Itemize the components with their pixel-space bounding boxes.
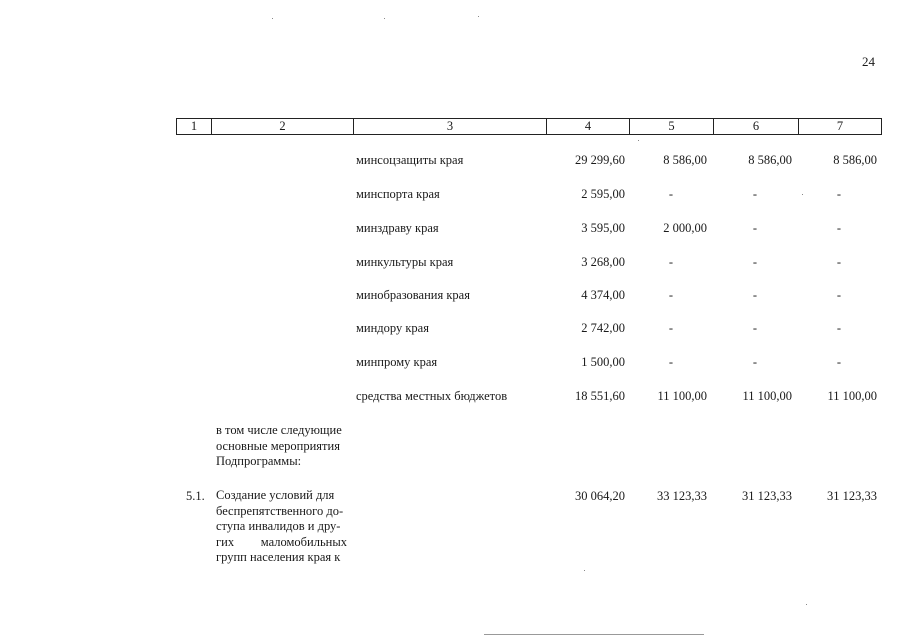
- funding-source-label: средства местных бюджетов: [356, 389, 508, 403]
- column-header-7: 7: [836, 119, 844, 133]
- funding-source-label: миндору края: [356, 321, 429, 335]
- item-description-line: ступа инвалидов и дру-: [216, 519, 341, 533]
- value-col6: -: [752, 355, 758, 369]
- value-col6: -: [752, 288, 758, 302]
- value-col4: 1 500,00: [581, 355, 625, 369]
- value-col7: 31 123,33: [827, 489, 877, 503]
- column-header-2: 2: [279, 119, 286, 133]
- value-col4: 3 268,00: [581, 255, 625, 269]
- value-col5: -: [668, 355, 674, 369]
- funding-source-label: минсоцзащиты края: [356, 153, 464, 167]
- value-col4: 4 374,00: [581, 288, 625, 302]
- value-col6: -: [752, 187, 758, 201]
- subheading-line: основные мероприятия: [216, 438, 340, 453]
- item-description-line: групп населения края к: [216, 550, 341, 564]
- value-col6: -: [752, 221, 758, 235]
- value-col6: 31 123,33: [742, 489, 792, 503]
- value-col7: 11 100,00: [827, 389, 877, 403]
- value-col7: -: [836, 288, 842, 302]
- value-col5: -: [668, 255, 674, 269]
- subheading-line: Подпрограммы:: [216, 454, 302, 468]
- subheading-line: в том числе следующие: [216, 423, 342, 437]
- value-col4: 18 551,60: [575, 389, 625, 403]
- value-col4: 3 595,00: [581, 221, 625, 235]
- value-col6: -: [752, 321, 758, 335]
- value-col7: 8 586,00: [833, 153, 877, 167]
- subheading-text: [216, 423, 347, 470]
- funding-source-label: минспорта края: [356, 187, 440, 201]
- scan-line: [484, 634, 704, 635]
- value-col5: 8 586,00: [663, 153, 707, 167]
- item-description-line: гих маломобильных: [216, 534, 347, 549]
- scan-speck: [802, 194, 803, 195]
- value-col6: 8 586,00: [748, 153, 792, 167]
- funding-source-label: минпрому края: [356, 355, 438, 369]
- value-col5: 33 123,33: [657, 489, 707, 503]
- column-header-1: 1: [190, 119, 198, 133]
- funding-source-label: минкультуры края: [356, 255, 454, 269]
- page-number: 24: [862, 54, 875, 69]
- value-col7: -: [836, 321, 842, 335]
- value-col4: 2 595,00: [581, 187, 625, 201]
- table-header-row: [176, 118, 882, 135]
- item-description-line: Создание условий для: [216, 488, 335, 502]
- scan-speck: [384, 18, 385, 19]
- value-col6: 11 100,00: [742, 389, 792, 403]
- funding-source-label: минобразования края: [356, 288, 470, 302]
- value-col7: -: [836, 187, 842, 201]
- value-col7: -: [836, 221, 842, 235]
- value-col4: 2 742,00: [581, 321, 625, 335]
- item-description-line: беспрепятственного до-: [216, 503, 344, 518]
- value-col5: 2 000,00: [663, 221, 707, 235]
- column-header-5: 5: [668, 119, 675, 133]
- column-header-4: 4: [584, 119, 592, 133]
- item-description: [216, 488, 347, 566]
- value-col5: -: [668, 187, 674, 201]
- item-number: 5.1.: [186, 489, 205, 503]
- value-col7: -: [836, 255, 842, 269]
- column-header-3: 3: [446, 119, 454, 133]
- scan-speck: [478, 16, 479, 17]
- value-col7: -: [836, 355, 842, 369]
- value-col4: 29 299,60: [575, 153, 625, 167]
- funding-source-label: минздраву края: [356, 221, 439, 235]
- scan-speck: [806, 604, 807, 605]
- scan-speck: [584, 570, 585, 571]
- scan-speck: [638, 140, 639, 141]
- value-col6: -: [752, 255, 758, 269]
- value-col5: 11 100,00: [657, 389, 707, 403]
- column-header-6: 6: [752, 119, 760, 133]
- scan-speck: [272, 18, 273, 19]
- value-col4: 30 064,20: [575, 489, 625, 503]
- value-col5: -: [668, 321, 674, 335]
- value-col5: -: [668, 288, 674, 302]
